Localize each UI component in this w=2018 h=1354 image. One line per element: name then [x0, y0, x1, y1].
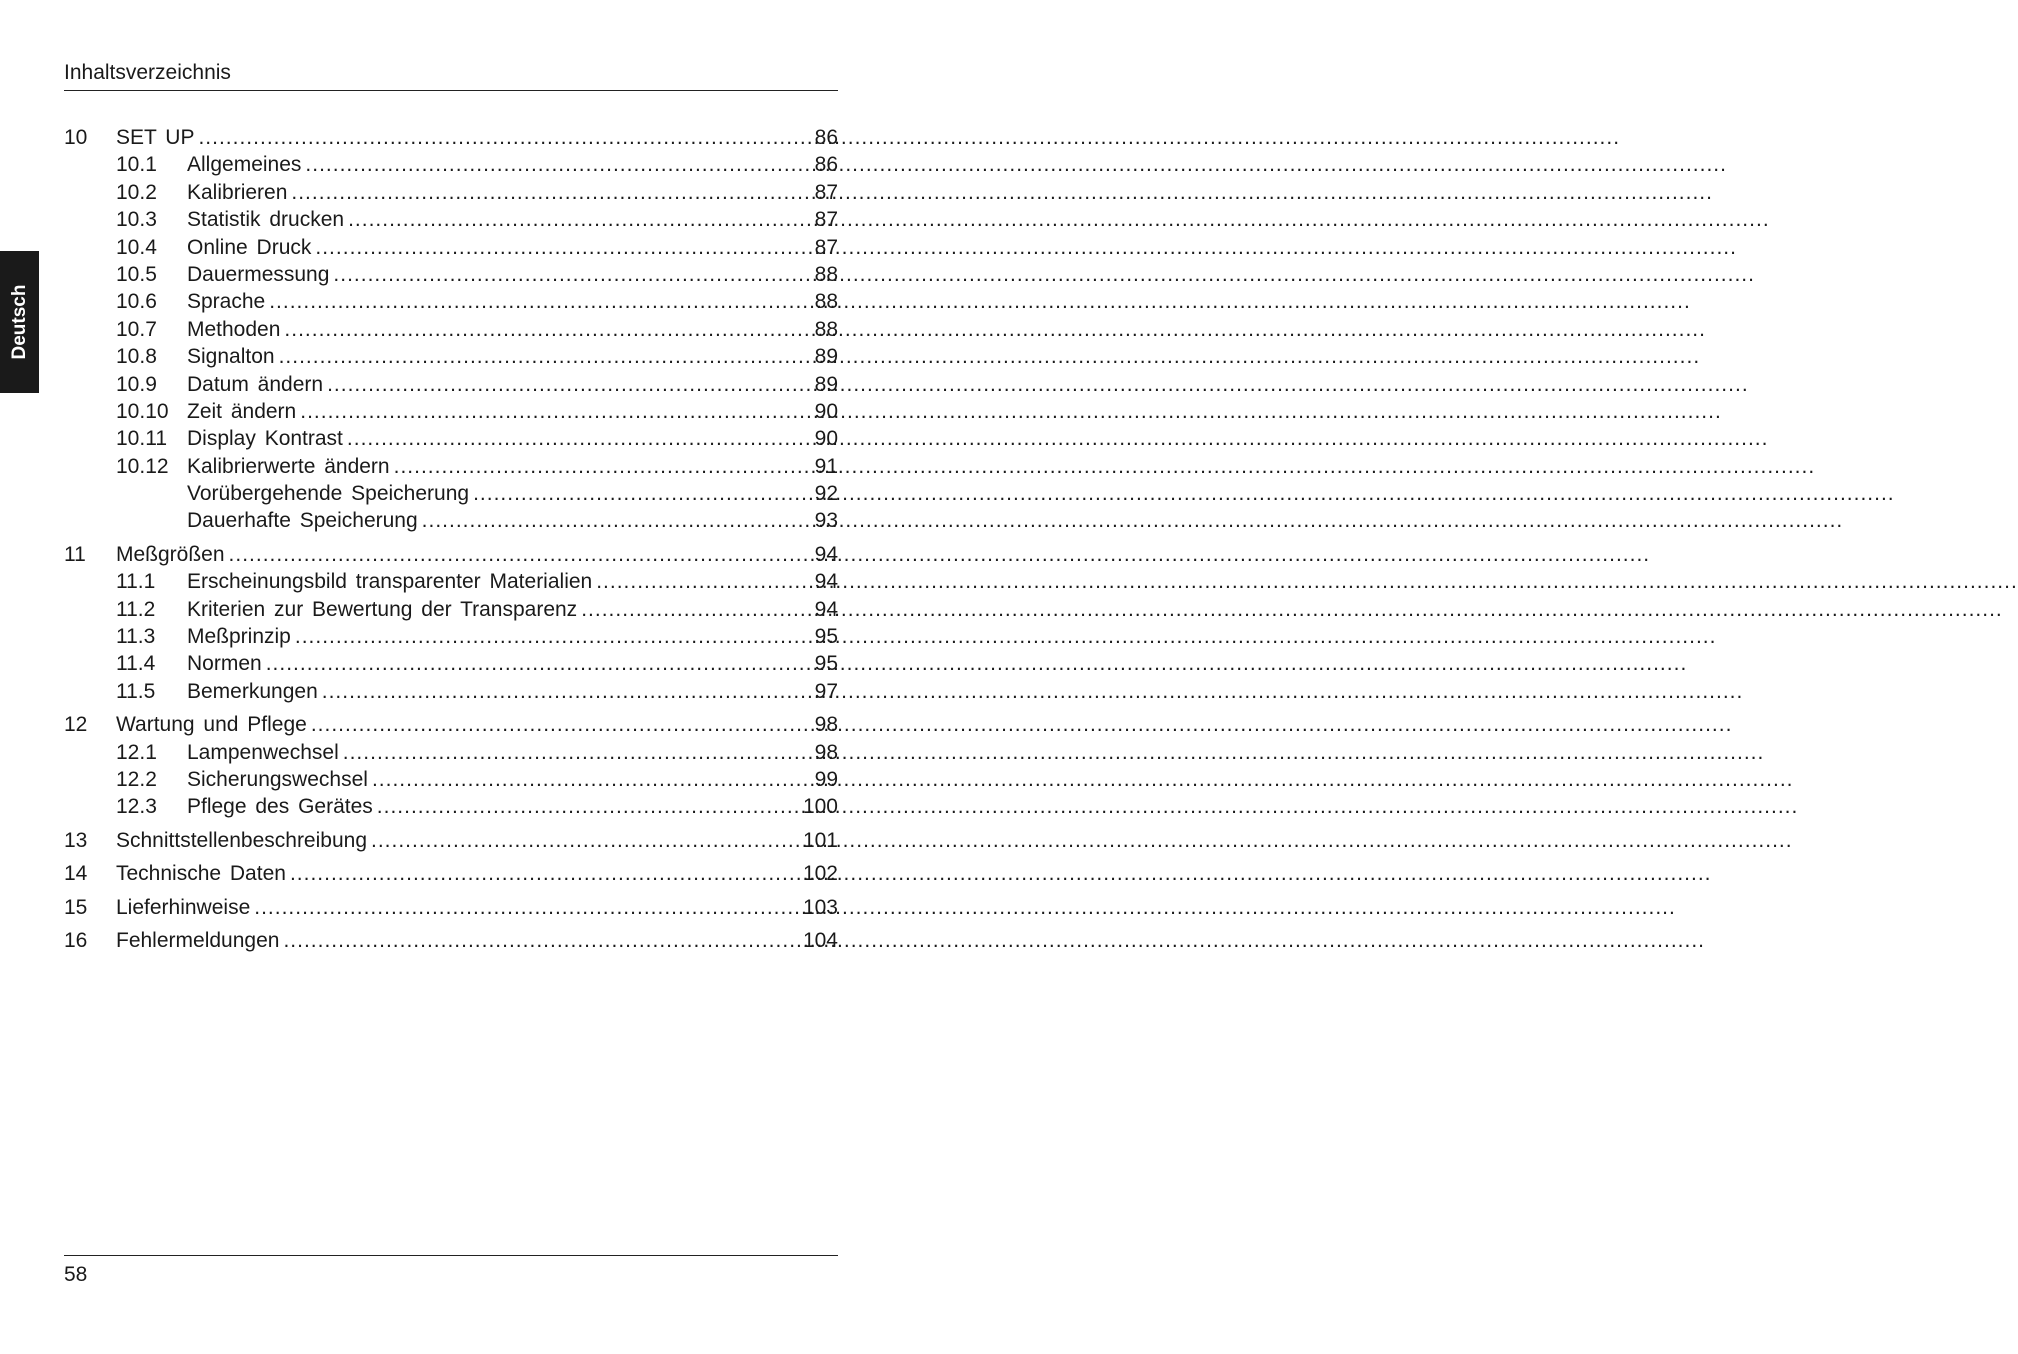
toc-entry-title: Fehlermeldungen: [116, 928, 280, 952]
toc-entry-page: 89: [814, 372, 838, 396]
toc-entry-number: 11.2: [116, 597, 156, 621]
toc-entry-number: 10.2: [116, 180, 157, 204]
toc-entry: [64, 453, 838, 480]
language-tab: [0, 251, 39, 393]
toc-entry-title: Bemerkungen: [187, 679, 318, 703]
toc-entry-title: Meßgrößen: [116, 542, 225, 566]
toc-entry: [64, 678, 838, 705]
toc-entry-page: 87: [814, 180, 838, 204]
toc-entry-title: Display Kontrast: [187, 427, 343, 451]
toc-entry-page: 92: [814, 482, 838, 506]
toc-entry-title: Statistik drucken: [187, 208, 345, 232]
toc-entry-title: Sprache: [187, 290, 266, 314]
toc-dot-leader: [372, 766, 811, 793]
toc-entry-title: Datum ändern: [187, 372, 324, 396]
toc-entry: [64, 398, 838, 425]
toc-dot-leader: [300, 398, 810, 425]
toc-entry: [64, 371, 838, 398]
toc-entry-page: 89: [814, 345, 838, 369]
toc-entry-title: Pflege des Gerätes: [187, 795, 373, 819]
toc-entry-title: Zeit ändern: [187, 399, 297, 423]
toc-entry-number: 10.11: [116, 427, 167, 451]
toc-entry-page: 100: [802, 795, 838, 819]
toc-entry-page: 104: [802, 928, 838, 952]
toc-entry-page: 98: [814, 740, 838, 764]
toc-entry-number: 10.5: [116, 262, 157, 286]
toc-entry: [64, 711, 838, 738]
page-number: 58: [64, 1263, 88, 1286]
toc-entry-number: 15: [64, 895, 88, 919]
toc-entry-number: 10.9: [116, 372, 157, 396]
toc-dot-leader: [322, 678, 811, 705]
toc-entry-number: 10: [64, 126, 88, 149]
toc-entry-page: 86: [814, 126, 838, 149]
toc-entry-page: 94: [814, 570, 838, 594]
toc-entry: [64, 860, 838, 887]
toc-dot-leader: [279, 343, 811, 370]
toc-entry-title: Lampenwechsel: [187, 740, 339, 764]
toc-entry: [64, 425, 838, 452]
toc-entry-title: Methoden: [187, 317, 281, 341]
page-title: Inhaltsverzeichnis: [64, 61, 231, 84]
toc-entry: [64, 507, 838, 534]
toc-entry: [64, 541, 838, 568]
toc-entry-number: 10.10: [116, 399, 169, 423]
toc-entry-title: Kalibrierwerte ändern: [187, 454, 390, 478]
toc-dot-leader: [269, 288, 810, 315]
toc-dot-leader: [596, 568, 810, 595]
toc-dot-leader: [327, 371, 811, 398]
toc-dot-leader: [422, 507, 811, 534]
toc-entry-title: Normen: [187, 652, 262, 676]
toc-entry-number: 10.1: [116, 153, 157, 177]
toc-entry-title: SET UP: [116, 126, 195, 149]
toc-entry: [64, 739, 838, 766]
toc-entry-title: Technische Daten: [116, 862, 286, 886]
toc-entry: [64, 206, 838, 233]
toc-dot-leader: [266, 650, 811, 677]
toc-entry: [64, 124, 838, 151]
toc-entry: [64, 623, 838, 650]
toc-entry-number: 12.3: [116, 795, 157, 819]
toc-entry-title: Vorübergehende Speicherung: [187, 482, 470, 506]
toc-entry-page: 93: [814, 509, 838, 533]
toc-dot-leader: [284, 316, 810, 343]
toc-entry-number: 10.3: [116, 208, 157, 232]
toc-dot-leader: [229, 541, 811, 568]
toc-dot-leader: [254, 894, 799, 921]
toc-entry: [64, 927, 838, 954]
toc-dot-leader: [198, 124, 810, 151]
toc-entry-number: 12.1: [116, 740, 157, 764]
toc-entry-page: 88: [814, 317, 838, 341]
toc-entry-page: 90: [814, 427, 838, 451]
toc-entry-page: 86: [814, 153, 838, 177]
toc-dot-leader: [291, 179, 810, 206]
toc-entry-title: Signalton: [187, 345, 275, 369]
toc-entry-title: Wartung und Pflege: [116, 713, 307, 737]
toc-dot-leader: [377, 793, 799, 820]
toc-entry-page: 99: [814, 767, 838, 791]
toc-entry-title: Online Druck: [187, 235, 312, 259]
table-of-contents: [64, 124, 838, 954]
toc-entry-page: 88: [814, 290, 838, 314]
toc-dot-leader: [311, 711, 811, 738]
toc-dot-leader: [295, 623, 811, 650]
toc-entry: [64, 827, 838, 854]
toc-entry-number: 12: [64, 713, 88, 737]
toc-entry-number: 11.5: [116, 679, 156, 703]
toc-entry-title: Kalibrieren: [187, 180, 288, 204]
toc-entry-number: 10.12: [116, 454, 169, 478]
toc-entry-page: 101: [802, 828, 838, 852]
toc-dot-leader: [315, 234, 810, 261]
toc-entry-page: 102: [802, 862, 838, 886]
toc-dot-leader: [581, 596, 810, 623]
toc-entry-title: Lieferhinweise: [116, 895, 251, 919]
toc-dot-leader: [347, 425, 811, 452]
header-divider: [64, 90, 838, 91]
toc-entry: [64, 650, 838, 677]
toc-dot-leader: [290, 860, 799, 887]
language-tab-label: Deutsch: [8, 284, 30, 360]
toc-entry-page: 87: [814, 208, 838, 232]
toc-entry-title: Dauerhafte Speicherung: [187, 509, 418, 533]
toc-entry: [64, 596, 838, 623]
toc-entry-page: 98: [814, 713, 838, 737]
toc-entry-title: Sicherungswechsel: [187, 767, 368, 791]
toc-entry-page: 103: [802, 895, 838, 919]
toc-entry-title: Kriterien zur Bewertung der Transparenz: [187, 597, 578, 621]
toc-entry: [64, 179, 838, 206]
toc-entry-number: 11.3: [116, 625, 156, 649]
toc-entry: [64, 343, 838, 370]
toc-entry: [64, 793, 838, 820]
toc-entry-number: 11: [64, 542, 86, 566]
footer-divider: [64, 1255, 838, 1256]
toc-dot-leader: [343, 739, 811, 766]
toc-entry-title: Schnittstellenbeschreibung: [116, 828, 367, 852]
toc-entry-page: 91: [814, 454, 838, 478]
toc-entry-page: 90: [814, 399, 838, 423]
toc-entry-title: Dauermessung: [187, 262, 330, 286]
toc-entry-number: 10.6: [116, 290, 157, 314]
toc-entry-number: 13: [64, 828, 88, 852]
toc-entry-number: 11.1: [116, 570, 156, 594]
toc-dot-leader: [371, 827, 799, 854]
toc-entry-number: 10.7: [116, 317, 157, 341]
toc-entry-page: 88: [814, 262, 838, 286]
toc-dot-leader: [473, 480, 811, 507]
toc-entry-page: 94: [814, 597, 838, 621]
toc-entry: [64, 894, 838, 921]
toc-entry-page: 95: [814, 652, 838, 676]
toc-entry-title: Meßprinzip: [187, 625, 291, 649]
toc-entry-page: 87: [814, 235, 838, 259]
toc-entry: [64, 151, 838, 178]
toc-entry-title: Erscheinungsbild transparenter Materialien: [187, 570, 593, 594]
toc-entry-page: 94: [814, 542, 838, 566]
toc-entry-number: 14: [64, 862, 88, 886]
toc-entry-page: 95: [814, 625, 838, 649]
toc-dot-leader: [348, 206, 811, 233]
toc-dot-leader: [283, 927, 799, 954]
toc-entry: [64, 568, 838, 595]
toc-entry: [64, 766, 838, 793]
toc-entry: [64, 316, 838, 343]
toc-entry-number: 10.4: [116, 235, 157, 259]
toc-entry: [64, 480, 838, 507]
toc-dot-leader: [333, 261, 810, 288]
toc-entry-number: 12.2: [116, 767, 157, 791]
toc-entry-title: Allgemeines: [187, 153, 302, 177]
toc-entry: [64, 234, 838, 261]
toc-dot-leader: [305, 151, 810, 178]
toc-entry-number: 10.8: [116, 345, 157, 369]
toc-entry-page: 97: [814, 679, 838, 703]
toc-dot-leader: [394, 453, 811, 480]
toc-entry: [64, 261, 838, 288]
toc-entry-number: 16: [64, 928, 88, 952]
toc-entry: [64, 288, 838, 315]
toc-entry-number: 11.4: [116, 652, 156, 676]
